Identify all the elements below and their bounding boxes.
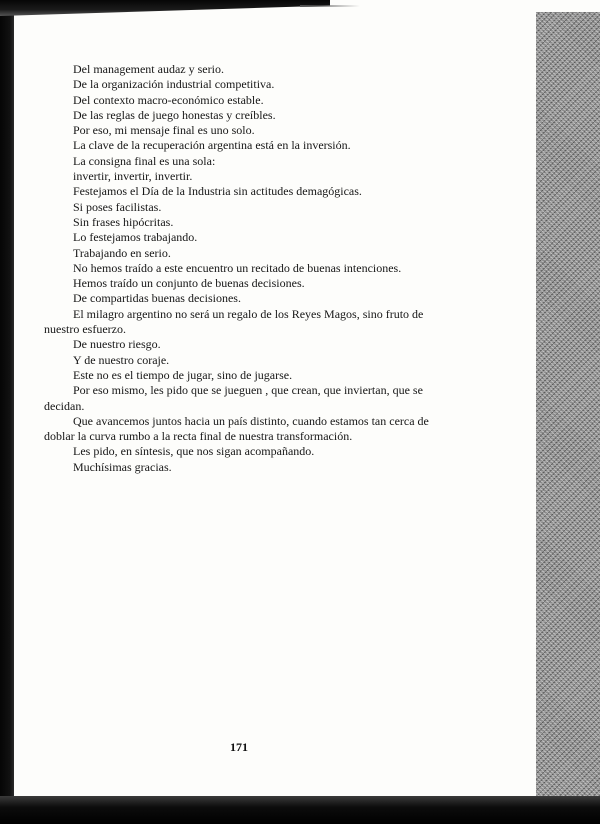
- text-line: Por eso mismo, les pido que se jueguen , que crean, que inviertan, que se: [73, 383, 423, 398]
- text-line: decidan.: [44, 398, 85, 413]
- text-line: La consigna final es una sola:: [73, 153, 216, 168]
- text-line: invertir, invertir, invertir.: [73, 169, 193, 184]
- text-line: Les pido, en síntesis, que nos sigan acompañando.: [73, 444, 315, 459]
- text-line: doblar la curva rumbo a la recta final de nuestra transformación.: [44, 429, 353, 444]
- text-line: No hemos traído a este encuentro un recitado de buenas intenciones.: [73, 260, 402, 275]
- text-line: Del management audaz y serio.: [73, 62, 224, 76]
- page-number: 171: [230, 740, 248, 754]
- text-line: Por eso, mi mensaje final es uno solo.: [73, 123, 255, 138]
- scan-right-edge-noise: [536, 12, 600, 824]
- text-line: Del contexto macro-económico estable.: [73, 92, 264, 107]
- text-line: Que avancemos juntos hacia un país distinto, cuando estamos tan cerca de: [73, 413, 429, 428]
- text-line: De nuestro riesgo.: [73, 337, 161, 352]
- text-line: Este no es el tiempo de jugar, sino de jugarse.: [73, 367, 293, 382]
- text-line: De la organización industrial competitiva.: [73, 77, 275, 92]
- text-line: Lo festejamos trabajando.: [73, 230, 198, 245]
- scan-bottom-border: [0, 796, 600, 824]
- text-line: Muchísimas gracias.: [73, 459, 172, 474]
- text-line: nuestro esfuerzo.: [44, 322, 126, 337]
- text-line: La clave de la recuperación argentina está en la inversión.: [73, 138, 351, 153]
- text-line: Y de nuestro coraje.: [73, 352, 170, 367]
- text-line: De compartidas buenas decisiones.: [73, 291, 241, 306]
- text-line: Trabajando en serio.: [73, 245, 171, 260]
- text-line: Festejamos el Día de la Industria sin actitudes demagógicas.: [73, 184, 362, 199]
- text-line: De las reglas de juego honestas y creíbles.: [73, 107, 276, 122]
- text-line: El milagro argentino no será un regalo de los Reyes Magos, sino fruto de: [73, 306, 424, 321]
- speech-text-body: [44, 62, 444, 475]
- text-line: Si poses facilistas.: [73, 199, 162, 214]
- scan-top-border: [0, 0, 330, 16]
- scan-left-border: [0, 0, 14, 824]
- text-line: Hemos traído un conjunto de buenas decisiones.: [73, 276, 305, 291]
- text-line: Sin frases hipócritas.: [73, 214, 174, 229]
- scan-top-border-fade: [300, 5, 360, 7]
